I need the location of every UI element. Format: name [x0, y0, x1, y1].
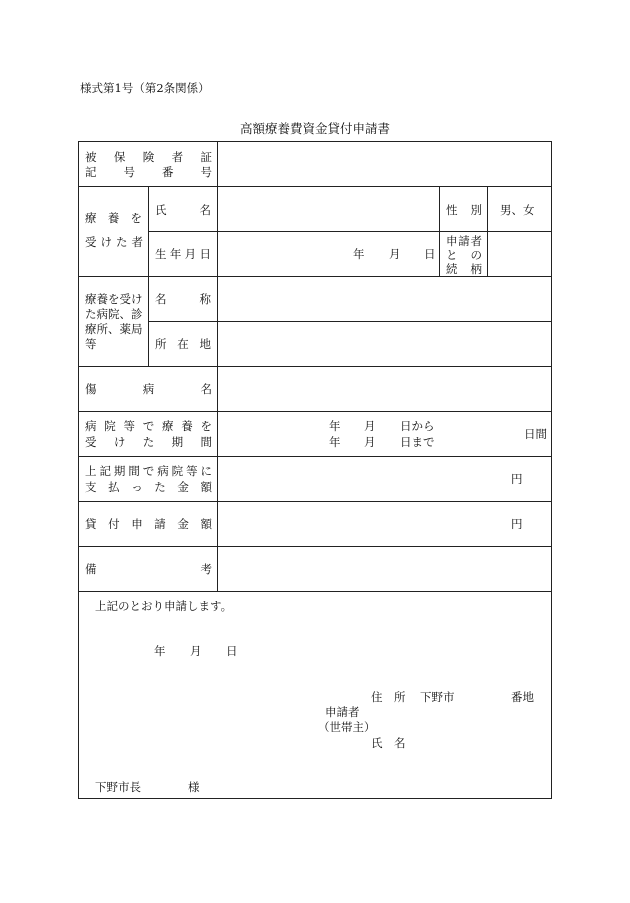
address-suffix: 番地: [511, 690, 534, 704]
address-city: 下野市: [420, 690, 455, 704]
loan-unit: 円: [511, 517, 523, 531]
relation-field[interactable]: [488, 232, 551, 276]
hospital-label-1: 療養を受け: [85, 292, 143, 306]
form-number: 様式第1号（第2条関係）: [80, 81, 210, 95]
illness-field[interactable]: [218, 367, 551, 411]
remarks-field[interactable]: [218, 547, 551, 591]
birthdate-label: 生 年 月 日: [155, 247, 211, 261]
period-to-year: 年: [329, 435, 341, 449]
patient-name-field[interactable]: [218, 187, 438, 231]
declaration-statement: 上記のとおり申請します。: [95, 599, 233, 613]
period-to-month: 月: [364, 435, 376, 449]
date-day: 日: [226, 644, 238, 658]
householder-label: （世帯主）: [318, 720, 376, 734]
period-from-day: 日から: [400, 419, 435, 433]
loan-amount-field[interactable]: [218, 502, 551, 546]
illness-label: 傷 病 名: [85, 382, 212, 396]
period-days: 日間: [524, 427, 547, 441]
sex-options[interactable]: 男、女: [500, 203, 535, 217]
insurance-number-label-1: 被 保 険 者 証: [85, 150, 212, 164]
hospital-label-4: 等: [85, 337, 97, 351]
name-label: 氏 名: [155, 203, 211, 217]
period-from-month: 月: [364, 419, 376, 433]
relation-label-3: 続 柄: [446, 262, 482, 276]
loan-label: 貸 付 申 請 金 額: [85, 517, 212, 531]
period-to-day: 日まで: [400, 435, 435, 449]
column-divider: [148, 186, 149, 366]
hospital-name-label: 名 称: [155, 292, 211, 306]
sex-label: 性 別: [446, 203, 482, 217]
relation-label-1: 申 請 者: [446, 234, 482, 248]
column-divider: [439, 186, 440, 276]
remarks-label: 備 考: [85, 562, 212, 576]
patient-label-1: 療 養 を: [85, 211, 143, 225]
form-title: 高額療養費資金貸付申請書: [239, 121, 390, 136]
paid-label-2: 支 払 っ た 金 額: [85, 480, 212, 494]
addressee: 下野市長: [95, 780, 141, 794]
hospital-address-field[interactable]: [218, 322, 551, 366]
birthdate-month: 月: [389, 247, 401, 261]
date-year: 年: [154, 644, 166, 658]
period-label-2: 受 け た 期 間: [85, 435, 212, 449]
insurance-number-label-2: 記 号 番 号: [85, 165, 212, 179]
relation-label-2: と の: [446, 248, 482, 262]
paid-amount-field[interactable]: [218, 457, 551, 501]
address-label: 住 所: [371, 690, 406, 704]
applicant-name-label: 氏 名: [371, 736, 406, 750]
honorific: 様: [188, 780, 200, 794]
period-from-year: 年: [329, 419, 341, 433]
applicant-label: 申請者: [325, 705, 360, 719]
birthdate-day: 日: [424, 247, 436, 261]
hospital-address-label: 所 在 地: [155, 337, 211, 351]
insurance-number-field[interactable]: [218, 142, 551, 186]
row-divider: [78, 591, 552, 592]
hospital-name-field[interactable]: [218, 277, 551, 321]
paid-unit: 円: [511, 472, 523, 486]
birthdate-field[interactable]: [218, 232, 438, 276]
patient-label-2: 受 け た 者: [85, 235, 143, 249]
birthdate-year: 年: [353, 247, 365, 261]
paid-label-1: 上 記 期 間 で 病 院 等 に: [85, 464, 212, 478]
date-month: 月: [190, 644, 202, 658]
hospital-label-2: た病院、診: [85, 307, 143, 321]
period-field[interactable]: [218, 412, 551, 456]
period-label-1: 病 院 等 で 療 養 を: [85, 419, 212, 433]
hospital-label-3: 療所、薬局: [85, 322, 143, 336]
